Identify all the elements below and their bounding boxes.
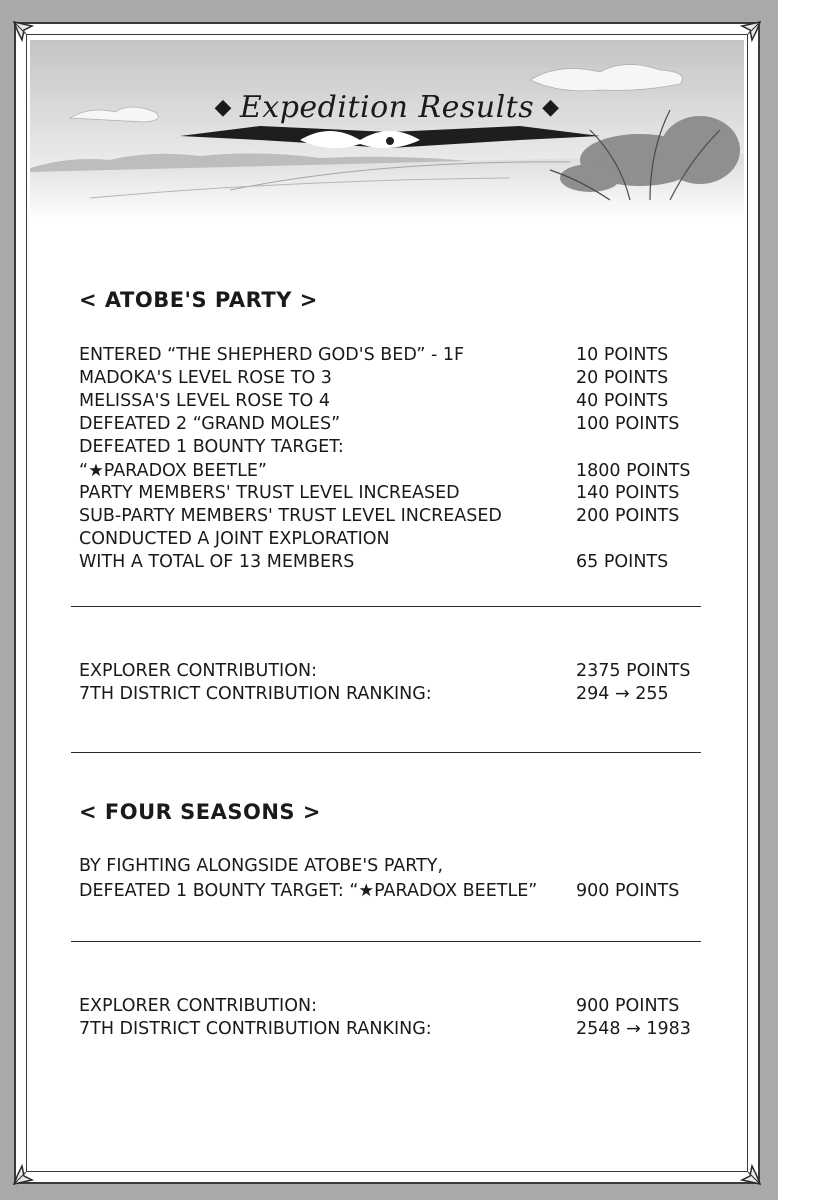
result-row <box>79 880 719 903</box>
corner-ornament-icon <box>12 1150 48 1186</box>
result-row <box>79 551 719 574</box>
result-label: WITH A TOTAL OF 13 MEMBERS <box>79 552 355 572</box>
summary-label: 7TH DISTRICT CONTRIBUTION RANKING: <box>79 684 432 704</box>
summary-value: 2548 → 1983 <box>576 1019 691 1039</box>
result-row <box>79 367 719 390</box>
summary-label: 7TH DISTRICT CONTRIBUTION RANKING: <box>79 1019 432 1039</box>
section-heading-atobe: < ATOBE'S PARTY > <box>79 288 318 312</box>
result-label: DEFEATED 2 “GRAND MOLES” <box>79 414 341 434</box>
result-label: MELISSA'S LEVEL ROSE TO 4 <box>79 391 331 411</box>
summary-row <box>79 660 719 683</box>
corner-ornament-icon <box>726 1150 762 1186</box>
result-row <box>79 390 719 413</box>
diamond-icon: ◆ <box>542 95 560 120</box>
result-label: “★PARADOX BEETLE” <box>79 461 267 481</box>
summary-row <box>79 683 719 706</box>
landscape-banner <box>30 40 744 220</box>
result-row <box>79 855 719 878</box>
summary-row <box>79 1018 719 1041</box>
summary-row <box>79 995 719 1018</box>
result-label: MADOKA'S LEVEL ROSE TO 3 <box>79 368 332 388</box>
result-label: DEFEATED 1 BOUNTY TARGET: “★PARADOX BEETLE” <box>79 881 538 901</box>
result-row <box>79 413 719 436</box>
result-row <box>79 436 719 459</box>
summary-value: 294 → 255 <box>576 684 669 704</box>
result-label: PARTY MEMBERS' TRUST LEVEL INCREASED <box>79 483 460 503</box>
result-label: CONDUCTED A JOINT EXPLORATION <box>79 529 390 549</box>
summary-label: EXPLORER CONTRIBUTION: <box>79 661 317 681</box>
result-points: 140 POINTS <box>576 483 680 503</box>
result-points: 100 POINTS <box>576 414 680 434</box>
result-points: 65 POINTS <box>576 552 669 572</box>
result-points: 40 POINTS <box>576 391 669 411</box>
result-label: SUB-PARTY MEMBERS' TRUST LEVEL INCREASED <box>79 506 502 526</box>
result-points: 20 POINTS <box>576 368 669 388</box>
result-points: 1800 POINTS <box>576 461 691 481</box>
page-margin-right <box>778 0 836 1200</box>
summary-label: EXPLORER CONTRIBUTION: <box>79 996 317 1016</box>
result-row <box>79 460 719 483</box>
result-points: 10 POINTS <box>576 345 669 365</box>
section-heading-four-seasons: < FOUR SEASONS > <box>79 800 321 824</box>
result-label: BY FIGHTING ALONGSIDE ATOBE'S PARTY, <box>79 856 444 876</box>
result-row <box>79 344 719 367</box>
result-points: 900 POINTS <box>576 881 680 901</box>
landscape-illustration <box>30 40 744 220</box>
result-row <box>79 528 719 551</box>
result-label: ENTERED “THE SHEPHERD GOD'S BED” - 1F <box>79 345 465 365</box>
summary-value: 900 POINTS <box>576 996 680 1016</box>
title-text: Expedition Results <box>239 90 535 125</box>
result-row <box>79 505 719 528</box>
section-divider <box>71 606 701 607</box>
diamond-icon: ◆ <box>214 95 232 120</box>
section-divider <box>71 752 701 753</box>
result-points: 200 POINTS <box>576 506 680 526</box>
result-row <box>79 482 719 505</box>
section-divider <box>71 941 701 942</box>
summary-value: 2375 POINTS <box>576 661 691 681</box>
page-title <box>30 90 744 125</box>
result-label: DEFEATED 1 BOUNTY TARGET: <box>79 437 344 457</box>
